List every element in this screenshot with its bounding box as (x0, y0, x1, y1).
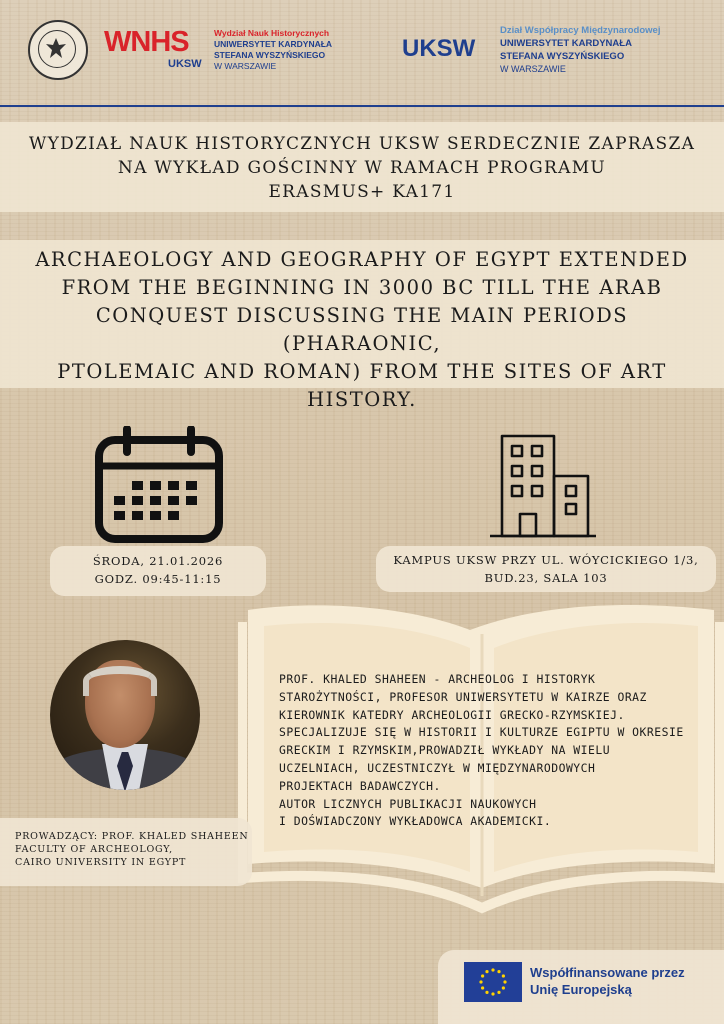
lecturer-info-box (0, 818, 252, 886)
eu-cofunding-text (530, 964, 685, 998)
lecturer-photo (50, 640, 200, 790)
bio-line: SPECJALIZUJE SIĘ W HISTORII I KULTURZE EGIPTU W OKRESIE (279, 725, 684, 740)
lecturer-faculty: FACULTY OF ARCHEOLOGY, (15, 844, 173, 855)
wnhs-logo-sub: UKSW (168, 58, 202, 70)
eu-star (503, 980, 506, 983)
bio-line: AUTOR LICZNYCH PUBLIKACJI NAUKOWYCH (279, 796, 537, 811)
eu-line: Unię Europejską (530, 982, 632, 997)
bio-line: STAROŻYTNOŚCI, PROFESOR UNIWERSYTETU W KAIRZE ORAZ (279, 689, 647, 704)
event-date: ŚRODA, 21.01.2026 (92, 554, 224, 568)
uksw-logo-text: Dział Współpracy Międzynarodowej UNIWERSYTET KARDYNAŁA STEFANA WYSZYŃSKIEGO W WARSZAWIE (500, 25, 661, 74)
lecture-title-banner (0, 240, 724, 411)
lecturer-bio (279, 671, 709, 831)
eu-star (497, 970, 500, 973)
eu-star (485, 970, 488, 973)
eu-star (479, 980, 482, 983)
eu-flag-icon (464, 962, 522, 1002)
lecture-title-line: ARCHAEOLOGY AND GEOGRAPHY OF EGYPT EXTENDED (35, 248, 689, 271)
invitation-banner (0, 122, 724, 212)
wnhs-logo-text: Wydział Nauk Historycznych UNIWERSYTET KARDYNAŁA STEFANA WYSZYŃSKIEGO W WARSZAWIE (214, 28, 333, 71)
lecturer-name: PROWADZĄCY: PROF. KHALED SHAHEEN (15, 831, 249, 842)
bio-line: UCZELNIACH, UCZESTNICZYŁ W MIĘDZYNARODOWYCH (279, 760, 596, 775)
invite-line: WYDZIAŁ NAUK HISTORYCZNYCH UKSW SERDECZNIE ZAPRASZA (28, 134, 696, 154)
lecture-title-line: FROM THE BEGINNING IN 3000 BC TILL THE ARAB (61, 276, 663, 299)
lecturer-university: CAIRO UNIVERSITY IN EGYPT (15, 857, 187, 868)
eu-star (481, 986, 484, 989)
eu-line: Współfinansowane przez (530, 965, 685, 980)
bio-line: GRECKIM I RZYMSKIM,PROWADZIŁ WYKŁADY NA WIELU (279, 743, 611, 758)
invite-line: NA WYKŁAD GOŚCINNY W RAMACH PROGRAMU (117, 158, 607, 178)
calendar-icon (94, 426, 224, 544)
date-time-box (50, 546, 266, 596)
lecture-title-line: PTOLEMAIC AND ROMAN) FROM THE SITES OF ART (57, 360, 667, 383)
lecture-title-line: CONQUEST DISCUSSING THE MAIN PERIODS (PHARAONIC, (95, 304, 629, 355)
uksw-seal-logo (28, 20, 88, 80)
eu-star (502, 986, 505, 989)
invite-line: ERASMUS+ KA171 (268, 182, 456, 202)
eu-star (491, 992, 494, 995)
wnhs-logo: WNHS (104, 26, 189, 58)
event-time: GODZ. 09:45-11:15 (94, 572, 222, 586)
bio-line: PROF. KHALED SHAHEEN - ARCHEOLOG I HISTORYK (279, 672, 596, 686)
lecture-title-line: HISTORY. (307, 388, 417, 411)
event-room: BUD.23, SALA 103 (484, 571, 608, 585)
eu-star (497, 991, 500, 994)
event-address: KAMPUS UKSW PRZY UL. WÓYCICKIEGO 1/3, (393, 553, 699, 567)
uksw-logo: UKSW (402, 35, 476, 62)
eu-star (481, 974, 484, 977)
building-icon (488, 430, 598, 542)
bio-line: KIEROWNIK KATEDRY ARCHEOLOGII GRECKO-RZYMSKIEJ. (279, 707, 625, 722)
eu-star (485, 991, 488, 994)
location-box (376, 546, 716, 592)
bio-line: I DOŚWIADCZONY WYKŁADOWCA AKADEMICKI. (279, 814, 552, 829)
eu-star (502, 974, 505, 977)
eu-star (491, 968, 494, 971)
bio-line: PROJEKTACH BADAWCZYCH. (279, 778, 441, 793)
header-divider (0, 105, 724, 107)
